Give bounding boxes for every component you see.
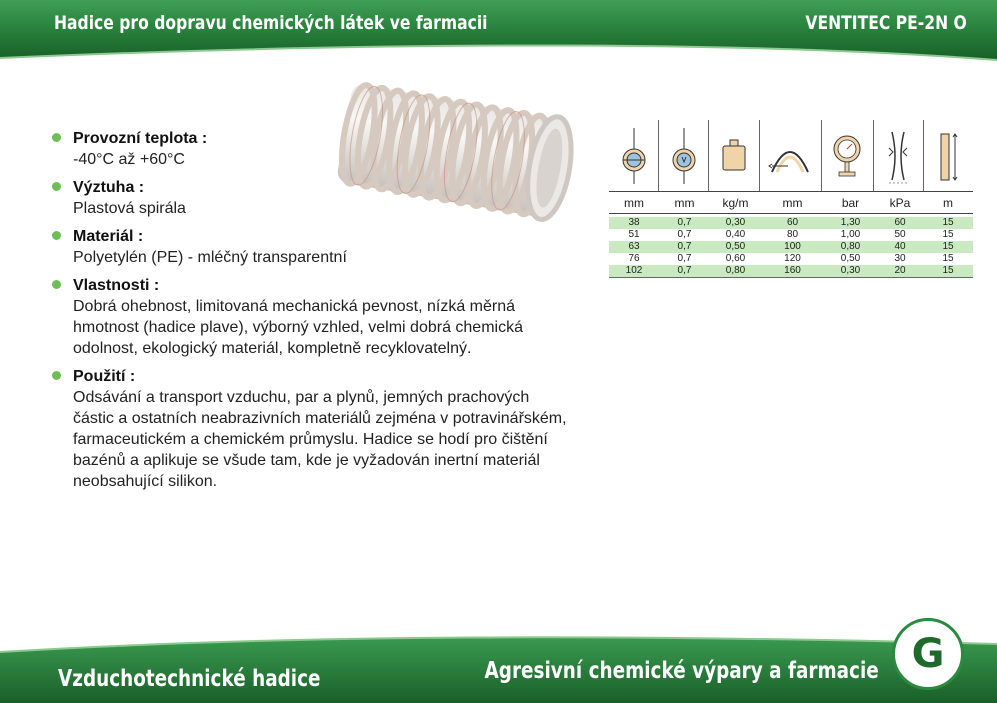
spec-value: Odsávání a transport vzduchu, par a plynů, jemných prachových částic a ostatních neabrazivních materiálů zejména v potravinářském, farmaceutickém a chemickém průmyslu. Hadice se hodí pro čištění bazénů a aplikuje se všude tam, kde je vyžadován inertní materiál neobsahující silikon. bbox=[73, 389, 567, 490]
unit-cell: kPa bbox=[889, 195, 911, 210]
table-cell: 0,80 bbox=[840, 241, 861, 252]
table-icon-row bbox=[609, 120, 973, 191]
spec-label: Výztuha : bbox=[73, 179, 145, 196]
pressure-gauge-icon bbox=[821, 120, 873, 191]
weight-icon bbox=[708, 120, 758, 191]
unit-cell: kg/m bbox=[722, 195, 749, 210]
spec-item-temperature bbox=[52, 128, 572, 170]
vacuum-icon bbox=[873, 120, 923, 191]
spec-list bbox=[52, 128, 572, 499]
table-cell: 15 bbox=[942, 229, 954, 240]
table-cell: 30 bbox=[894, 253, 906, 264]
table-cell: 1,00 bbox=[840, 229, 861, 240]
table-cell: 40 bbox=[894, 241, 906, 252]
table-cell: 160 bbox=[784, 265, 801, 276]
bullet-icon bbox=[52, 371, 61, 380]
table-cell: 0,40 bbox=[725, 229, 746, 240]
table-cell: 100 bbox=[784, 241, 801, 252]
table-cell: 0,7 bbox=[677, 253, 692, 264]
table-cell: 60 bbox=[786, 217, 799, 228]
unit-cell: mm bbox=[624, 195, 644, 210]
table-row bbox=[609, 253, 973, 265]
footer-bar bbox=[0, 618, 997, 703]
wall-thickness-icon bbox=[658, 120, 708, 191]
inner-diameter-icon bbox=[609, 120, 658, 191]
table-cell: 0,7 bbox=[677, 229, 692, 240]
footer-subcategory: Agresivní chemické výpary a farmacie bbox=[484, 658, 879, 684]
unit-cell: m bbox=[943, 195, 953, 210]
dimensions-table bbox=[609, 120, 973, 278]
table-cell: 0,50 bbox=[725, 241, 746, 252]
table-row bbox=[609, 217, 973, 229]
unit-cell: bar bbox=[841, 195, 860, 210]
table-cell: 38 bbox=[628, 217, 640, 228]
spec-label: Provozní teplota : bbox=[73, 130, 208, 147]
table-cell: 0,50 bbox=[840, 253, 861, 264]
product-name: VENTITEC PE-2N O bbox=[805, 12, 967, 34]
header-title: Hadice pro dopravu chemických látek ve farmacii bbox=[54, 12, 488, 34]
table-cell: 102 bbox=[625, 265, 643, 276]
table-header-row bbox=[609, 191, 973, 214]
section-letter-badge bbox=[892, 618, 964, 690]
table-cell: 60 bbox=[894, 217, 906, 228]
spec-value: Plastová spirála bbox=[73, 200, 186, 217]
table-cell: 0,30 bbox=[840, 265, 861, 276]
section-letter: G bbox=[911, 631, 945, 677]
table-cell: 50 bbox=[894, 229, 906, 240]
table-cell: 1,30 bbox=[840, 217, 861, 228]
unit-cell: mm bbox=[674, 195, 695, 210]
table-cell: 0,30 bbox=[725, 217, 746, 228]
table-cell: 0,7 bbox=[677, 265, 692, 276]
table-cell: 51 bbox=[628, 229, 640, 240]
table-cell: 0,7 bbox=[677, 217, 692, 228]
bullet-icon bbox=[52, 280, 61, 289]
spec-item-usage bbox=[52, 366, 572, 492]
spec-label: Materiál : bbox=[73, 228, 144, 245]
spec-label: Použití : bbox=[73, 368, 136, 385]
table-row bbox=[609, 229, 973, 241]
table-cell: 120 bbox=[784, 253, 801, 264]
table-cell: 0,60 bbox=[725, 253, 746, 264]
spec-value: -40°C až +60°C bbox=[73, 151, 185, 168]
spec-value: Polyetylén (PE) - mléčný transparentní bbox=[73, 249, 347, 266]
table-cell: 15 bbox=[942, 217, 954, 228]
table-cell: 15 bbox=[942, 265, 954, 276]
length-icon bbox=[923, 120, 973, 191]
table-row bbox=[609, 265, 973, 277]
spec-item-reinforcement bbox=[52, 177, 572, 219]
unit-cell: mm bbox=[782, 195, 803, 210]
table-row bbox=[609, 241, 973, 253]
spec-item-properties bbox=[52, 275, 572, 359]
bullet-icon bbox=[52, 182, 61, 191]
bullet-icon bbox=[52, 231, 61, 240]
spec-value: Dobrá ohebnost, limitovaná mechanická pevnost, nízká měrná hmotnost (hadice plave), výborný vzhled, velmi dobrá chemická odolnost, ekologický materiál, kompletně recyklovatelný. bbox=[73, 298, 523, 357]
bend-radius-icon bbox=[759, 120, 821, 191]
table-cell: 15 bbox=[942, 253, 954, 264]
table-cell: 0,7 bbox=[677, 241, 692, 252]
header-bar bbox=[0, 0, 997, 62]
table-body bbox=[609, 217, 973, 278]
table-cell: 20 bbox=[894, 265, 906, 276]
table-cell: 76 bbox=[628, 253, 640, 264]
table-cell: 0,80 bbox=[725, 265, 746, 276]
footer-category: Vzduchotechnické hadice bbox=[58, 666, 321, 692]
table-cell: 63 bbox=[628, 241, 640, 252]
bullet-icon bbox=[52, 133, 61, 142]
table-cell: 15 bbox=[942, 241, 954, 252]
table-cell: 80 bbox=[786, 229, 799, 240]
spec-item-material bbox=[52, 226, 572, 268]
spec-label: Vlastnosti : bbox=[73, 277, 160, 294]
